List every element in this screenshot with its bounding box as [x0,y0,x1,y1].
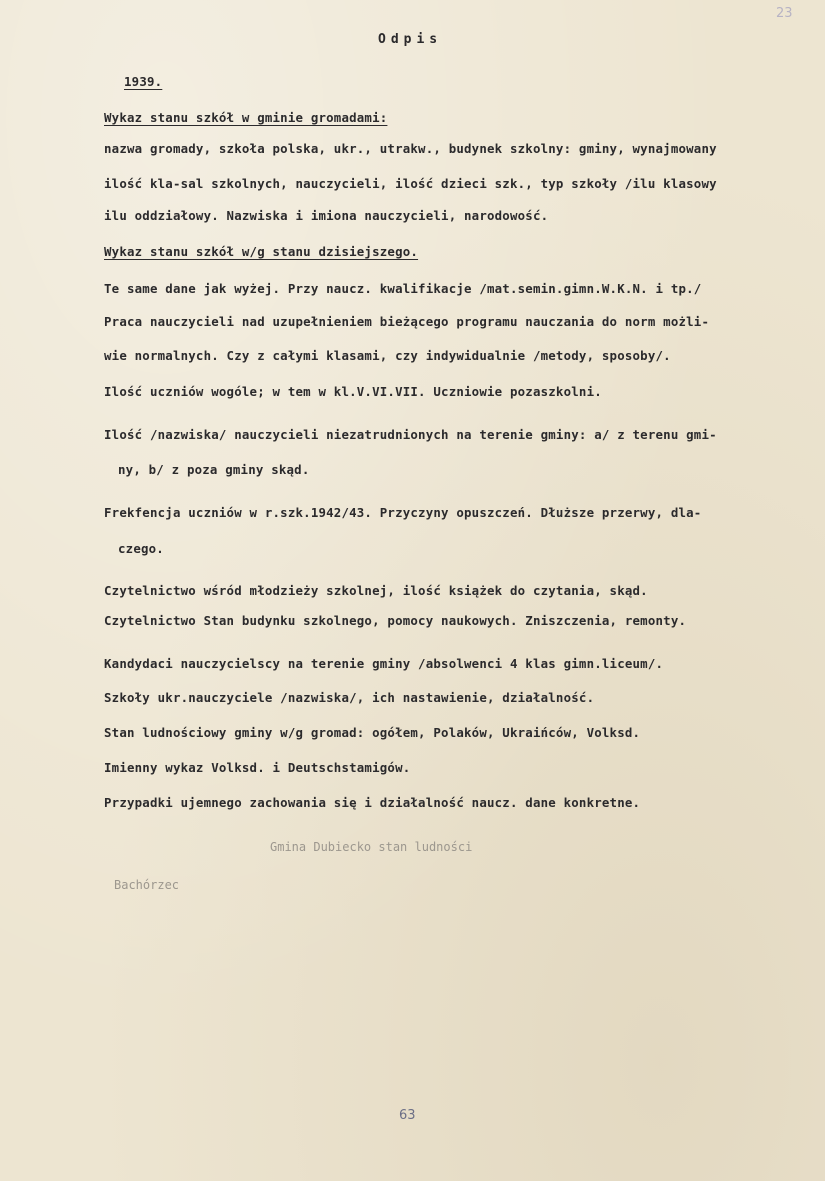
text-line: Frekfencja uczniów w r.szk.1942/43. Przyczyny opuszczeń. Dłuższe przerwy, dla- [104,505,702,520]
text-line: czego. [118,541,164,556]
section-heading-current: Wykaz stanu szkół w/g stanu dzisiejszego. [104,244,419,259]
text-line: Czytelnictwo Stan budynku szkolnego, pomocy naukowych. Zniszczenia, remonty. [104,613,687,628]
text-line: nazwa gromady, szkoła polska, ukr., utrakw., budynek szkolny: gminy, wynajmowany [104,141,717,156]
text-line: Przypadki ujemnego zachowania się i działalność naucz. dane konkretne. [104,795,641,810]
page-number: 63 [399,1108,416,1123]
section-heading-1939: Wykaz stanu szkół w gminie gromadami: [104,110,388,125]
corner-pencil-mark: 23 [776,6,793,21]
text-line: Imienny wykaz Volksd. i Deutschstamigów. [104,760,411,775]
faint-village-name: Bachórzec [114,878,180,892]
year-heading: 1939. [124,74,163,89]
text-line: Czytelnictwo wśród młodzieży szkolnej, ilość książek do czytania, skąd. [104,583,648,598]
text-line: Ilość uczniów wogóle; w tem w kl.V.VI.VII. Uczniowie pozaszkolni. [104,384,602,399]
text-line: Praca nauczycieli nad uzupełnieniem bieżącego programu nauczania do norm możli- [104,314,710,329]
text-line: ilu oddziałowy. Nazwiska i imiona nauczycieli, narodowość. [104,208,549,223]
text-line: Te same dane jak wyżej. Przy naucz. kwalifikacje /mat.semin.gimn.W.K.N. i tp./ [104,281,702,296]
document-title: Odpis [378,32,443,47]
text-line: Stan ludnościowy gminy w/g gromad: ogółem, Polaków, Ukraińców, Volksd. [104,725,641,740]
text-line: Ilość /nazwiska/ nauczycieli niezatrudnionych na terenie gminy: a/ z terenu gmi- [104,427,717,442]
text-line: ny, b/ z poza gminy skąd. [118,462,310,477]
faint-subtitle: Gmina Dubiecko stan ludności [270,840,473,854]
text-line: Kandydaci nauczycielscy na terenie gminy /absolwenci 4 klas gimn.liceum/. [104,656,664,671]
text-line: Szkoły ukr.nauczyciele /nazwiska/, ich nastawienie, działalność. [104,690,595,705]
text-line: wie normalnych. Czy z całymi klasami, czy indywidualnie /metody, sposoby/. [104,348,671,363]
text-line: ilość kla-sal szkolnych, nauczycieli, ilość dzieci szk., typ szkoły /ilu klasowy [104,176,717,191]
